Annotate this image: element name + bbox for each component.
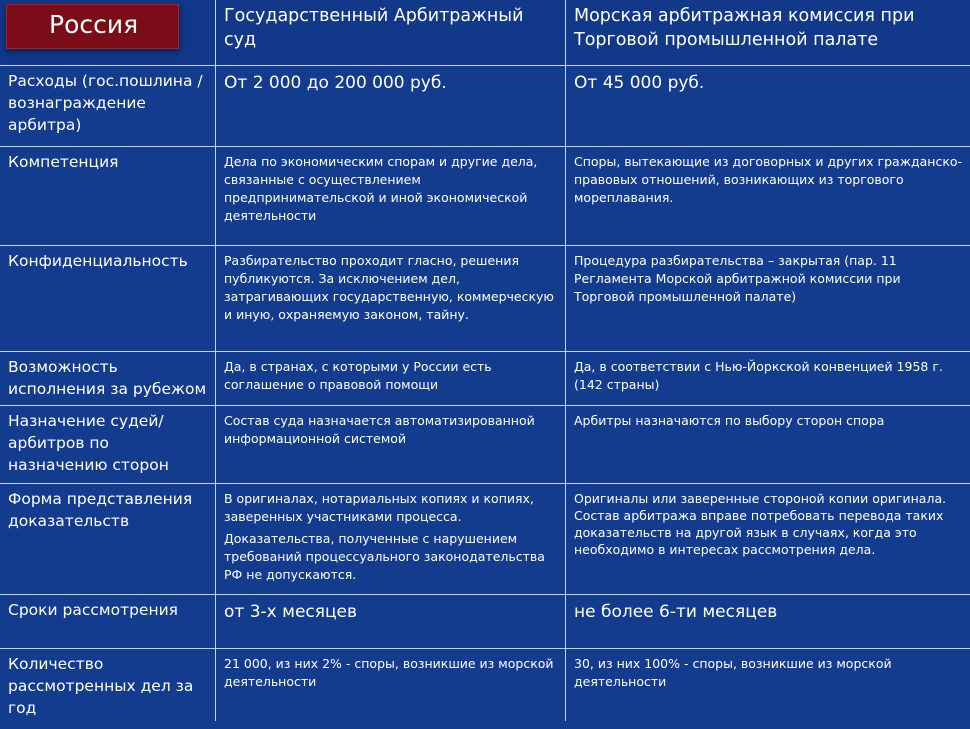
- cell-text: Да, в странах, с которыми у России есть соглашение о правовой помощи: [224, 359, 492, 392]
- row-label-evidence: Форма представления доказательств: [0, 484, 215, 594]
- cell-text: Разбирательство проходит гласно, решения публикуются. За исключением дел, затрагивающих государственную, коммерческую и иную, охраняемую законом, тайну.: [224, 253, 554, 322]
- cell-enforcement-state-court: [216, 352, 565, 405]
- cell-evidence-maritime: [566, 484, 970, 594]
- cell-text: Состав суда назначается автоматизированной информационной системой: [224, 413, 535, 446]
- cell-text: В оригиналах, нотариальных копиях и копиях, заверенных участниками процесса.: [224, 491, 534, 524]
- cell-text: Процедура разбирательства – закрытая (пар. 11 Регламента Морской арбитражной комиссии при Торговой промышленной палате): [574, 253, 901, 304]
- row-label-competence: Компетенция: [0, 147, 215, 245]
- cell-terms-maritime: [566, 595, 970, 648]
- cell-text: не более 6-ти месяцев: [574, 602, 778, 622]
- cell-text: От 2 000 до 200 000 руб.: [224, 73, 447, 93]
- cell-costs-maritime: [566, 66, 970, 146]
- header-cell-maritime-commission: Морская арбитражная комиссия при Торговой промышленной палате: [566, 0, 970, 65]
- cell-text: 21 000, из них 2% - споры, возникшие из морской деятельности: [224, 656, 554, 689]
- row-label-terms: Сроки рассмотрения: [0, 595, 215, 648]
- row-label-enforcement: Возможность исполнения за рубежом: [0, 352, 215, 405]
- cell-terms-state-court: [216, 595, 565, 648]
- cell-text: Оригиналы или заверенные стороной копии оригинала. Состав арбитража вправе потребовать перевода таких доказательств на другой язык в случаях, когда это необходимо в интересах рассмотрения дела.: [574, 491, 947, 557]
- row-label-costs: Расходы (гос.пошлина /вознаграждение арбитра): [0, 66, 215, 146]
- row-label-appointment: Назначение судей/арбитров по назначению сторон: [0, 406, 215, 483]
- cell-case-count-state-court: [216, 649, 565, 729]
- cell-competence-maritime: [566, 147, 970, 245]
- cell-enforcement-maritime: [566, 352, 970, 405]
- cell-text: 30, из них 100% - споры, возникшие из морской деятельности: [574, 656, 892, 689]
- cell-confidentiality-state-court: [216, 246, 565, 351]
- cell-text: Споры, вытекающие из договорных и других гражданско-правовых отношений, возникающих из торгового мореплавания.: [574, 154, 963, 205]
- cell-costs-state-court: [216, 66, 565, 146]
- country-label-russia: Россия: [6, 4, 179, 49]
- cell-text: Да, в соответствии с Нью-Йоркской конвенцией 1958 г. (142 страны): [574, 359, 943, 392]
- cell-confidentiality-maritime: [566, 246, 970, 351]
- cell-text: Дела по экономическим спорам и другие дела, связанные с осуществлением предпринимательской и иной экономической деятельности: [224, 154, 538, 223]
- cell-text: От 45 000 руб.: [574, 73, 705, 93]
- cell-competence-state-court: [216, 147, 565, 245]
- cell-text: Доказательства, полученные с нарушением требований процессуального законодательства РФ не допускаются.: [224, 531, 545, 582]
- row-label-confidentiality: Конфиденциальность: [0, 246, 215, 351]
- cell-appointment-state-court: [216, 406, 565, 483]
- cell-case-count-maritime: [566, 649, 970, 729]
- cell-evidence-state-court: [216, 484, 565, 594]
- header-cell-state-court: Государственный Арбитражный суд: [216, 0, 565, 65]
- cell-appointment-maritime: [566, 406, 970, 483]
- cell-text: от 3-х месяцев: [224, 602, 358, 622]
- cell-text: Арбитры назначаются по выбору сторон спора: [574, 413, 885, 428]
- row-label-case-count: Количество рассмотренных дел за год: [0, 649, 215, 729]
- header-cell-country: [0, 0, 215, 65]
